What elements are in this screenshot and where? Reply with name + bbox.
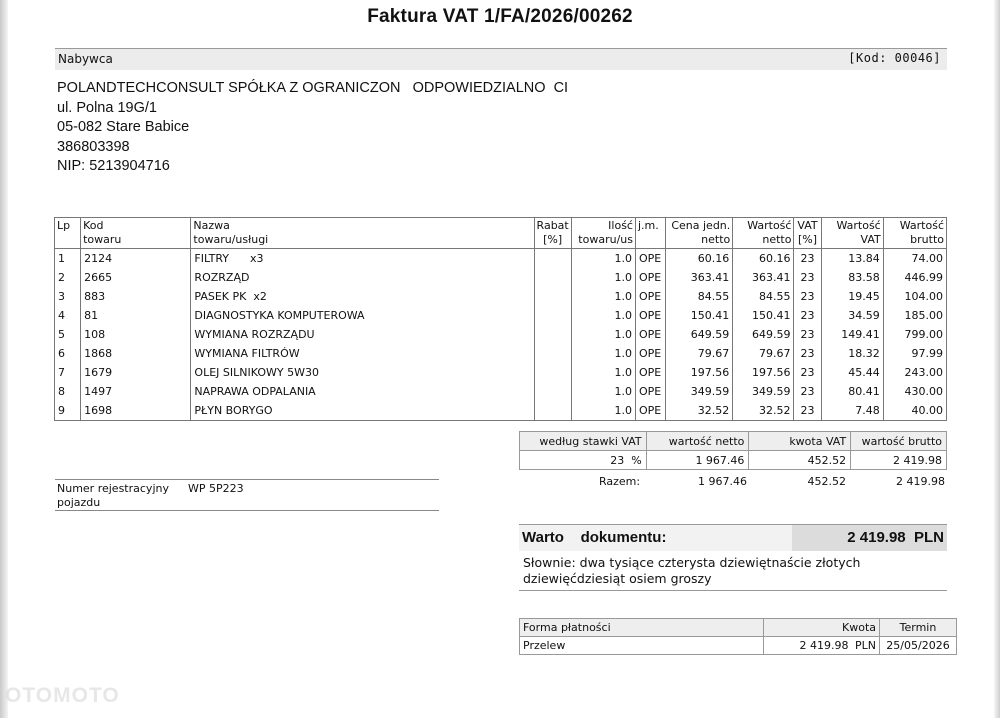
item-unit: OPE: [635, 268, 665, 287]
item-gross-value: 97.99: [883, 344, 946, 363]
item-unit: OPE: [635, 363, 665, 382]
item-quantity: 1.0: [571, 401, 635, 421]
payment-amount-value: 2 419.98: [764, 637, 852, 655]
total-label: Warto dokumentu:: [522, 529, 667, 546]
col-header-discount: Rabat [%]: [534, 218, 571, 249]
vat-rate-value: 23 %: [520, 451, 647, 470]
vat-gross-header: wartość brutto: [851, 432, 947, 451]
item-unit: OPE: [635, 382, 665, 401]
item-vat-rate: 23: [794, 401, 821, 421]
item-lp: 6: [55, 344, 81, 363]
item-unit-price: 84.55: [666, 287, 733, 306]
item-name: WYMIANA FILTRÓW: [191, 344, 534, 363]
item-unit: OPE: [635, 287, 665, 306]
buyer-header-bar: [55, 48, 947, 70]
item-net-value: 363.41: [733, 268, 794, 287]
item-vat-rate: 23: [794, 268, 821, 287]
vat-summary-table: [519, 431, 947, 470]
item-code: 1497: [81, 382, 191, 401]
item-unit-price: 60.16: [666, 249, 733, 269]
buyer-label: Nabywca: [58, 52, 113, 66]
vat-summary-row: [520, 451, 947, 470]
item-unit-price: 197.56: [666, 363, 733, 382]
item-name: WYMIANA ROZRZĄDU: [191, 325, 534, 344]
item-unit: OPE: [635, 344, 665, 363]
item-vat-value: 7.48: [821, 401, 883, 421]
razem-vat: 452.52: [807, 475, 846, 488]
item-vat-rate: 23: [794, 287, 821, 306]
razem-gross: 2 419.98: [896, 475, 945, 488]
col-header-unit: j.m.: [635, 218, 665, 249]
item-code: 2124: [81, 249, 191, 269]
item-lp: 7: [55, 363, 81, 382]
payment-form-header: Forma płatności: [520, 619, 764, 637]
item-lp: 3: [55, 287, 81, 306]
item-net-value: 84.55: [733, 287, 794, 306]
vehicle-registration: [55, 479, 439, 511]
vat-summary-header: [520, 432, 947, 451]
item-unit-price: 349.59: [666, 382, 733, 401]
vat-gross-value: 2 419.98: [851, 451, 947, 470]
item-gross-value: 40.00: [883, 401, 946, 421]
invoice-title: Faktura VAT 1/FA/2026/00262: [367, 6, 633, 27]
item-unit-price: 150.41: [666, 306, 733, 325]
col-header-gross-value: Wartość brutto: [883, 218, 946, 249]
item-unit: OPE: [635, 249, 665, 269]
item-lp: 2: [55, 268, 81, 287]
item-discount: [534, 249, 571, 269]
item-code: 883: [81, 287, 191, 306]
item-unit: OPE: [635, 306, 665, 325]
watermark: OTOMOTO: [5, 684, 120, 707]
col-header-vat-rate: VAT [%]: [794, 218, 821, 249]
items-header-row: [55, 218, 947, 249]
col-header-quantity: Ilość towaru/us: [571, 218, 635, 249]
col-header-unit-price: Cena jedn. netto: [666, 218, 733, 249]
item-vat-rate: 23: [794, 363, 821, 382]
document-total: [519, 524, 947, 551]
item-vat-rate: 23: [794, 344, 821, 363]
item-quantity: 1.0: [571, 306, 635, 325]
col-header-vat-value: Wartość VAT: [821, 218, 883, 249]
buyer-city: 05-082 Stare Babice: [57, 119, 190, 135]
item-vat-value: 80.41: [821, 382, 883, 401]
col-header-net-value: Wartość netto: [733, 218, 794, 249]
table-row: [55, 268, 947, 287]
item-quantity: 1.0: [571, 249, 635, 269]
vat-amount-header: kwota VAT: [749, 432, 851, 451]
buyer-nip: NIP: 5213904716: [57, 158, 170, 174]
table-row: [55, 344, 947, 363]
item-quantity: 1.0: [571, 382, 635, 401]
item-unit-price: 363.41: [666, 268, 733, 287]
item-vat-value: 34.59: [821, 306, 883, 325]
item-discount: [534, 268, 571, 287]
payment-table: [519, 618, 957, 655]
item-vat-rate: 23: [794, 325, 821, 344]
item-gross-value: 799.00: [883, 325, 946, 344]
item-code: 1679: [81, 363, 191, 382]
item-name: OLEJ SILNIKOWY 5W30: [191, 363, 534, 382]
item-code: 2665: [81, 268, 191, 287]
col-header-lp: Lp: [55, 218, 81, 249]
payment-term-value: 25/05/2026: [880, 637, 957, 655]
vat-net-value: 1 967.46: [646, 451, 749, 470]
item-unit: OPE: [635, 325, 665, 344]
amount-in-words: [519, 552, 947, 591]
item-vat-value: 18.32: [821, 344, 883, 363]
item-quantity: 1.0: [571, 325, 635, 344]
item-name: PASEK PK x2: [191, 287, 534, 306]
razem-label: Razem:: [599, 475, 641, 488]
buyer-name: POLANDTECHCONSULT SPÓŁKA Z OGRANICZON ODPOWIEDZIALNO CI: [57, 80, 569, 96]
item-name: ROZRZĄD: [191, 268, 534, 287]
item-vat-value: 149.41: [821, 325, 883, 344]
col-header-name: Nazwa towaru/usługi: [191, 218, 534, 249]
item-net-value: 649.59: [733, 325, 794, 344]
item-gross-value: 74.00: [883, 249, 946, 269]
item-net-value: 197.56: [733, 363, 794, 382]
table-row: [55, 287, 947, 306]
item-unit: OPE: [635, 401, 665, 421]
vat-amount-value: 452.52: [749, 451, 851, 470]
item-name: FILTRY x3: [191, 249, 534, 269]
payment-form-value: Przelew: [520, 637, 764, 655]
col-header-code: Kod towaru: [81, 218, 191, 249]
item-unit-price: 649.59: [666, 325, 733, 344]
page-edge-left: [0, 0, 8, 718]
payment-amount-header: Kwota: [764, 619, 880, 637]
item-code: 108: [81, 325, 191, 344]
item-vat-value: 19.45: [821, 287, 883, 306]
buyer-regon: 386803398: [57, 138, 130, 155]
item-vat-value: 13.84: [821, 249, 883, 269]
vat-net-header: wartość netto: [646, 432, 749, 451]
item-lp: 9: [55, 401, 81, 421]
page-edge-right: [994, 0, 1000, 718]
item-discount: [534, 401, 571, 421]
table-row: [55, 401, 947, 421]
item-discount: [534, 344, 571, 363]
vat-rate-header: według stawki VAT: [520, 432, 647, 451]
razem-net: 1 967.46: [698, 475, 747, 488]
amount-in-words-text: Słownie: dwa tysiące czterysta dziewiętnaście złotych dziewięćdziesiąt osiem groszy: [523, 555, 861, 586]
item-code: 81: [81, 306, 191, 325]
payment-currency: PLN: [852, 637, 880, 655]
table-row: [55, 325, 947, 344]
item-discount: [534, 287, 571, 306]
total-value: 2 419.98 PLN: [847, 529, 944, 546]
item-name: PŁYN BORYGO: [191, 401, 534, 421]
table-row: [55, 363, 947, 382]
item-lp: 1: [55, 249, 81, 269]
item-quantity: 1.0: [571, 344, 635, 363]
item-vat-rate: 23: [794, 382, 821, 401]
item-gross-value: 104.00: [883, 287, 946, 306]
item-gross-value: 446.99: [883, 268, 946, 287]
payment-term-header: Termin: [880, 619, 957, 637]
buyer-street: ul. Polna 19G/1: [57, 99, 157, 116]
item-code: 1698: [81, 401, 191, 421]
registration-label: Numer rejestracyjny pojazdu: [57, 482, 169, 509]
item-lp: 4: [55, 306, 81, 325]
item-discount: [534, 363, 571, 382]
item-name: DIAGNOSTYKA KOMPUTEROWA: [191, 306, 534, 325]
item-net-value: 32.52: [733, 401, 794, 421]
item-discount: [534, 325, 571, 344]
item-net-value: 349.59: [733, 382, 794, 401]
item-name: NAPRAWA ODPALANIA: [191, 382, 534, 401]
item-code: 1868: [81, 344, 191, 363]
item-net-value: 79.67: [733, 344, 794, 363]
item-gross-value: 185.00: [883, 306, 946, 325]
item-vat-rate: 23: [794, 306, 821, 325]
buyer-details: [57, 79, 568, 177]
item-lp: 5: [55, 325, 81, 344]
item-quantity: 1.0: [571, 287, 635, 306]
item-unit-price: 79.67: [666, 344, 733, 363]
table-row: [55, 306, 947, 325]
item-gross-value: 243.00: [883, 363, 946, 382]
item-net-value: 150.41: [733, 306, 794, 325]
item-lp: 8: [55, 382, 81, 401]
item-unit-price: 32.52: [666, 401, 733, 421]
buyer-code: [Kod: 00046]: [848, 51, 941, 65]
item-discount: [534, 306, 571, 325]
item-gross-value: 430.00: [883, 382, 946, 401]
item-quantity: 1.0: [571, 268, 635, 287]
table-row: [55, 382, 947, 401]
payment-header: [520, 619, 957, 637]
item-quantity: 1.0: [571, 363, 635, 382]
payment-row: [520, 637, 957, 655]
item-vat-value: 83.58: [821, 268, 883, 287]
item-net-value: 60.16: [733, 249, 794, 269]
item-discount: [534, 382, 571, 401]
registration-value: WP 5P223: [188, 482, 244, 495]
table-row: [55, 249, 947, 269]
items-table: [54, 217, 947, 421]
item-vat-rate: 23: [794, 249, 821, 269]
item-vat-value: 45.44: [821, 363, 883, 382]
